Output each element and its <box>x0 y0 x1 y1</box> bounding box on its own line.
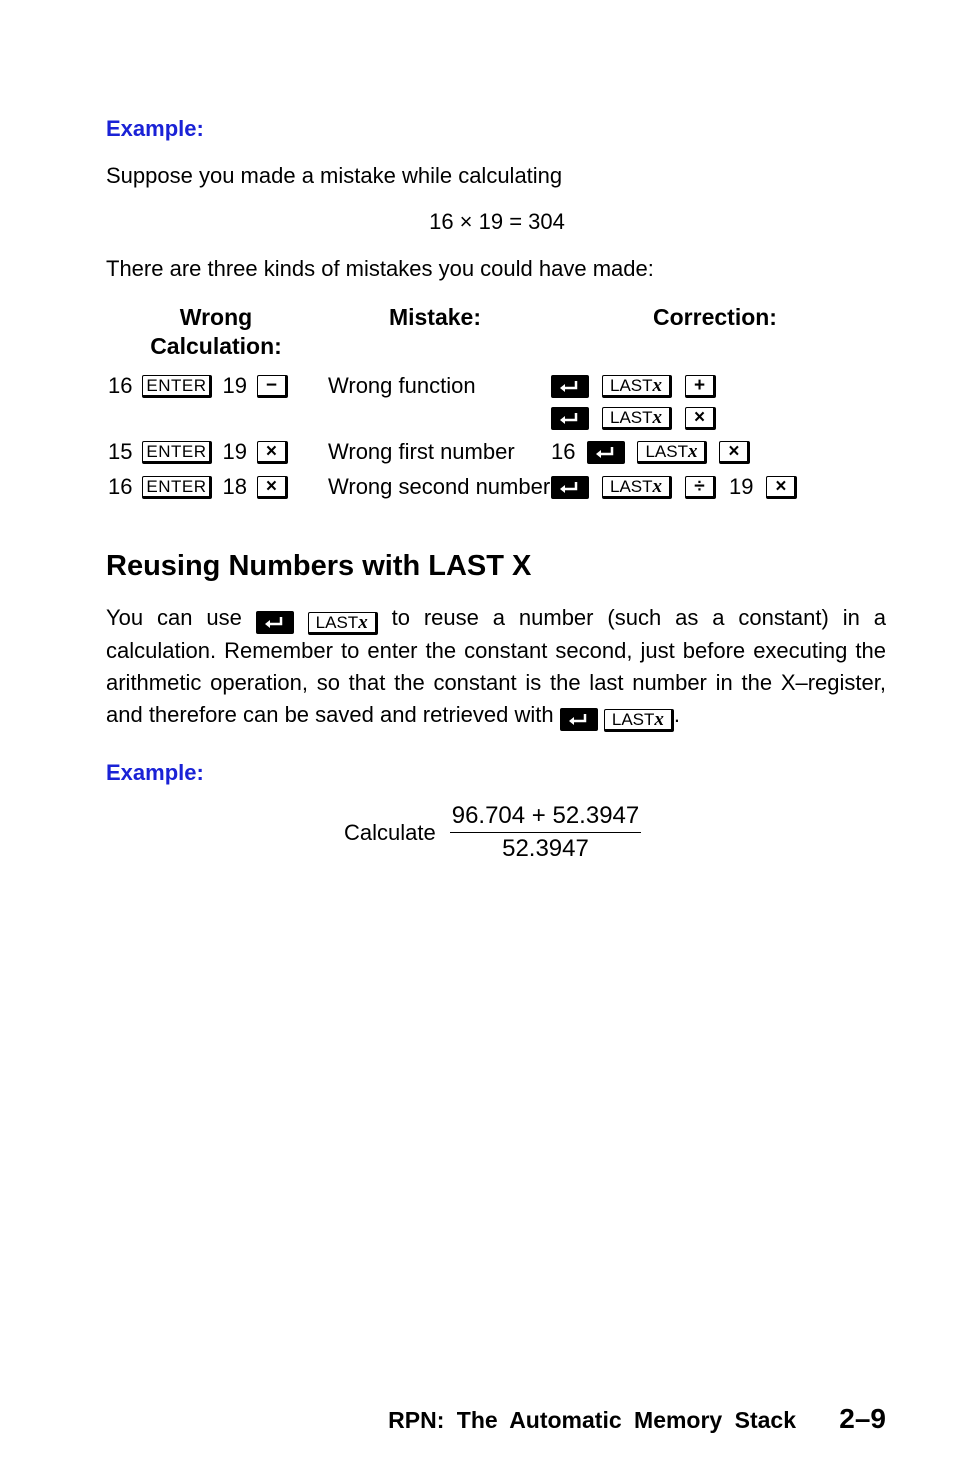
intro-text: Suppose you made a mistake while calculating <box>106 163 563 188</box>
last-x-key: LAST x <box>602 407 672 430</box>
lead-text: There are three kinds of mistakes you could have made: <box>106 256 654 281</box>
multiply-key: × <box>257 441 288 464</box>
multiply-key: × <box>766 476 797 499</box>
table-row-3-mistake: Wrong second number <box>328 474 551 499</box>
left-shift-key-icon <box>551 476 589 499</box>
example-label-2: Example: <box>106 760 204 785</box>
header-correction: Correction: <box>653 304 777 330</box>
table-row-2-mistake: Wrong first number <box>328 439 515 464</box>
section-heading: Reusing Numbers with LAST X <box>106 550 532 582</box>
last-x-key: LAST x <box>637 441 707 464</box>
table-row-3-calc: 16 ENTER 18 × <box>108 472 288 502</box>
last-x-key: LAST x <box>602 375 672 398</box>
table-row-1-mistake: Wrong function <box>328 373 476 398</box>
left-shift-key-icon <box>587 441 625 464</box>
table-row-1-correction-line-2 <box>551 403 716 433</box>
plus-key: + <box>685 375 716 398</box>
table-row-3-correction: LAST x ÷ 19 × <box>551 472 797 502</box>
enter-key: ENTER <box>142 441 212 464</box>
table-row-1-calc: 16 ENTER 19 − <box>108 371 288 401</box>
fraction-numerator: 96.704 + 52.3947 <box>450 802 642 833</box>
left-shift-key-icon <box>551 407 589 430</box>
left-shift-key-icon <box>256 611 294 634</box>
footer-title: RPN: The Automatic Memory Stack <box>388 1407 796 1433</box>
page-number: 2–9 <box>839 1403 886 1434</box>
table-row-1-correction <box>551 371 716 401</box>
divide-key: ÷ <box>685 476 716 499</box>
enter-key: ENTER <box>142 375 212 398</box>
section-paragraph: You can use LAST x to reuse a number (such as a constant) in a calculation. Remember to enter the constant second, just before executing the arithmetic operation, so that the constant is the last number in the X–register, and therefore can be saved and retrieved with LAST x . <box>106 605 886 730</box>
fraction <box>450 802 642 863</box>
last-x-key: LAST x <box>602 476 672 499</box>
example-label: Example: <box>106 116 204 141</box>
table-row-2-correction: 16 LAST x × <box>551 437 750 467</box>
calculate-expression: Calculate $\frac{96.704 + 52.3947}{52.3947}$ <box>344 802 640 862</box>
last-x-key: LAST x <box>604 709 674 732</box>
left-shift-key-icon <box>560 708 598 731</box>
header-wrong-calculation: Wrong Calculation: <box>150 304 282 359</box>
last-x-key: LAST x <box>308 612 378 635</box>
multiply-key: × <box>257 476 288 499</box>
minus-key: − <box>257 375 288 398</box>
fraction-denominator: 52.3947 <box>502 835 589 862</box>
header-mistake: Mistake: <box>388 304 482 330</box>
multiply-key: × <box>685 407 716 430</box>
enter-key: ENTER <box>142 476 212 499</box>
multiply-key: × <box>719 441 750 464</box>
table-row-2-calc: 15 ENTER 19 × <box>108 437 288 467</box>
equation: 16 × 19 = 304 <box>429 209 565 234</box>
left-shift-key-icon <box>551 375 589 398</box>
